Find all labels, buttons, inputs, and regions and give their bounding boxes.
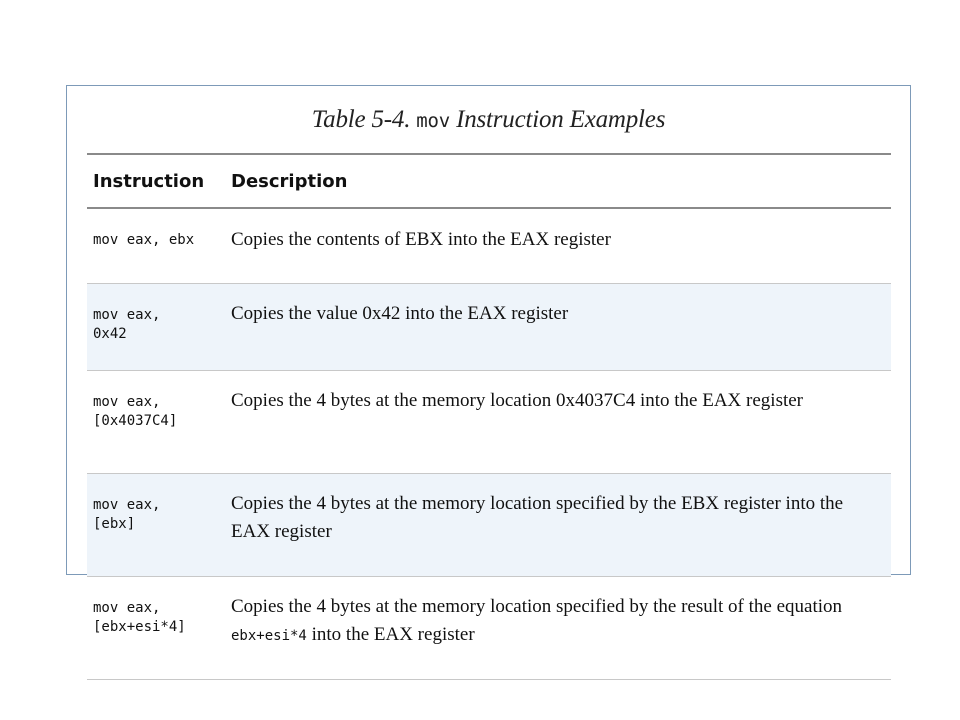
table-row	[87, 577, 891, 680]
instruction-cell: mov eax, [ebx]	[93, 497, 161, 532]
description-code: ebx+esi*4	[231, 628, 307, 644]
description-cell: Copies the 4 bytes at the memory location 0x4037C4 into the EAX register	[231, 390, 804, 411]
table-row	[87, 474, 891, 577]
instruction-cell: mov eax, 0x42	[93, 307, 161, 342]
caption-code: mov	[416, 110, 451, 132]
description-cell: Copies the value 0x42 into the EAX register	[231, 303, 569, 324]
table-row	[87, 208, 891, 284]
table-header-row	[87, 154, 891, 208]
table-row	[87, 371, 891, 474]
description-cell: Copies the 4 bytes at the memory location specified by the EBX register into the EAX register	[231, 493, 844, 542]
description-text-after: into the EAX register	[306, 624, 475, 645]
instruction-cell: mov eax, [ebx+esi*4]	[93, 600, 186, 635]
header-description: Description	[231, 170, 348, 192]
header-instruction: Instruction	[93, 170, 205, 192]
table-frame	[66, 85, 911, 645]
description-cell	[225, 577, 891, 680]
description-cell: Copies the contents of EBX into the EAX register	[231, 229, 611, 250]
table-row	[87, 284, 891, 371]
description-text-before: Copies the 4 bytes at the memory location specified by the result of the equation	[231, 596, 843, 617]
instruction-cell: mov eax, [0x4037C4]	[93, 394, 178, 429]
mov-examples-table	[87, 153, 891, 680]
caption-suffix: Instruction Examples	[450, 106, 666, 133]
instruction-cell: mov eax, ebx	[93, 232, 195, 248]
caption-prefix: Table 5-4.	[311, 106, 417, 133]
table-caption	[67, 106, 910, 134]
